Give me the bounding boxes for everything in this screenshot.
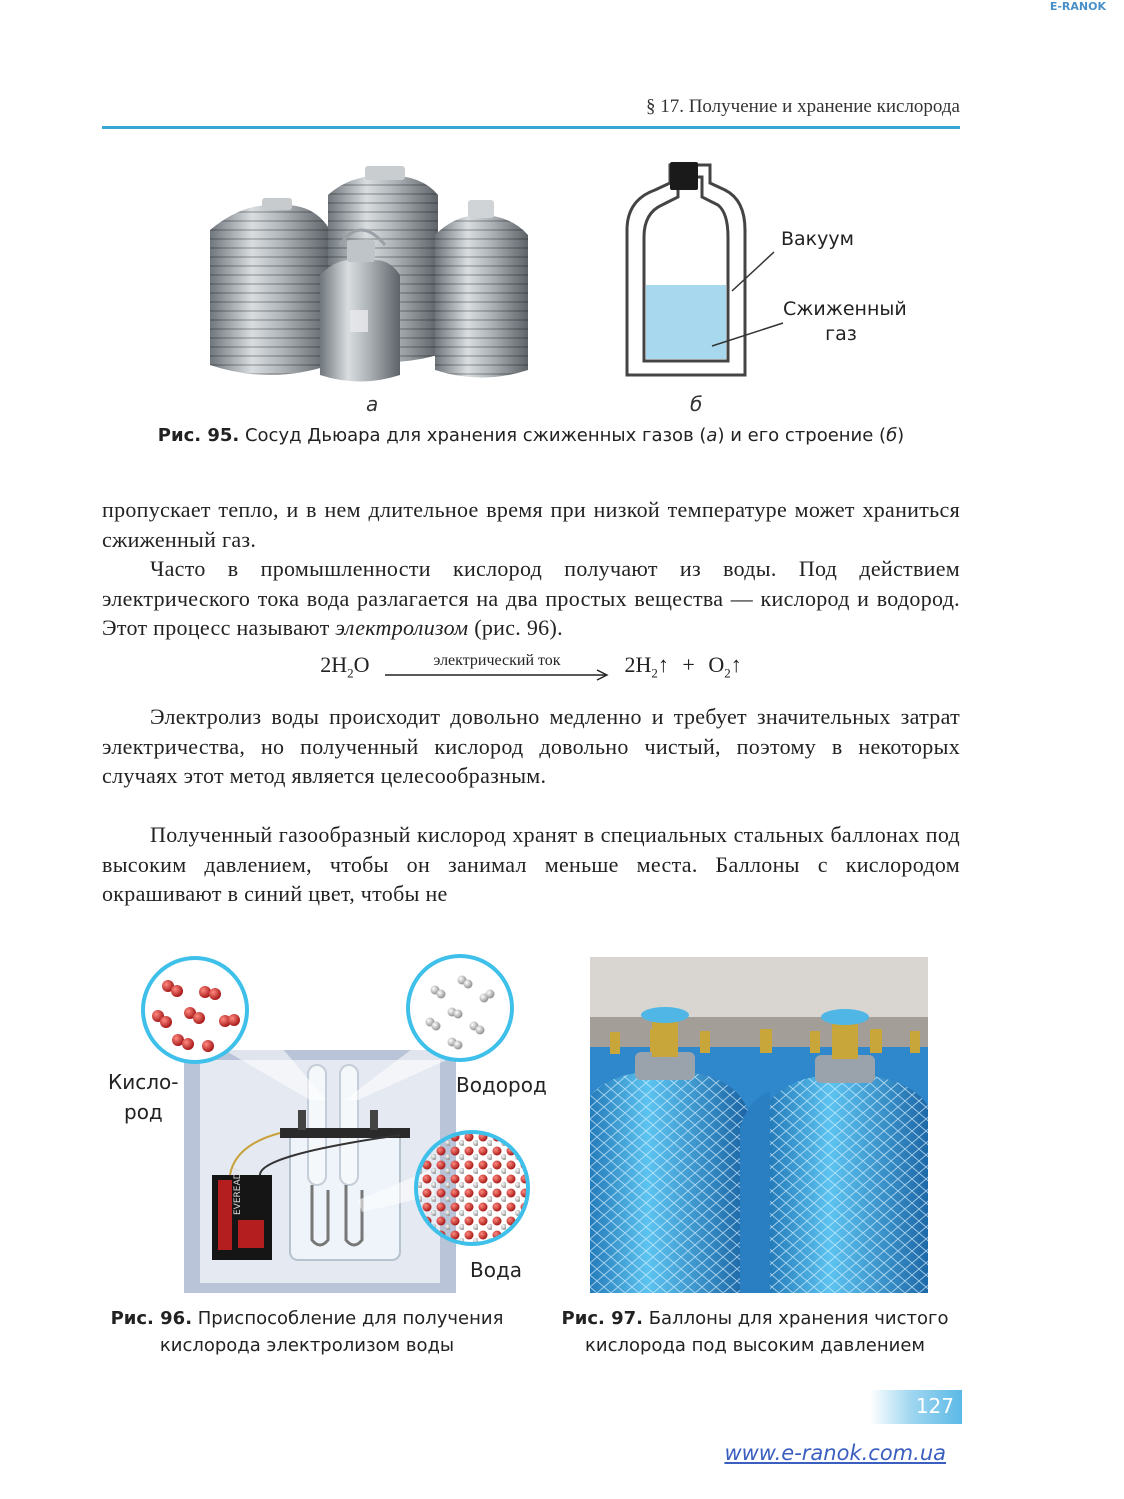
paragraph-2-end: (рис. 96).	[468, 615, 563, 640]
liquefied-gas-line1: Сжиженный	[783, 298, 907, 320]
fig95-caption-text: Сосуд Дьюара для хранения сжиженных газов (	[239, 425, 707, 446]
fig95-caption-number: Рис. 95.	[157, 425, 240, 446]
hydrogen-label: Водород	[456, 1073, 547, 1097]
eq-left: 2H	[320, 652, 348, 677]
eq-left-sub: 2	[347, 665, 354, 681]
paragraph-4	[102, 820, 960, 909]
paragraph-4-text: Полученный газообразный кислород хранят в специальных стальных баллонах под высоким давлением, чтобы он занимал меньше места. Баллоны с кислородом окрашивают в синий цвет, чтобы не	[102, 822, 960, 906]
eq-up-arrow-2: ↑	[730, 652, 742, 677]
eq-arrow-label: электрический ток	[433, 651, 561, 669]
eq-o-sub: 2	[724, 665, 731, 681]
paragraph-3-text: Электролиз воды происходит довольно медленно и требует значительных затрат электричества, но полученный кислород довольно чистый, поэтому в некоторых случаях этот метод является целесообразным.	[102, 704, 960, 788]
fig97-caption-line2: кислорода под высоким давлением	[585, 1335, 925, 1356]
eq-up-arrow-1: ↑	[657, 652, 669, 677]
eq-arrow	[383, 653, 611, 681]
page-number-box	[870, 1390, 962, 1424]
fig95-caption-end: )	[897, 425, 905, 446]
dewar-structure-diagram	[600, 155, 920, 395]
eq-o: O	[708, 652, 725, 677]
water-label: Вода	[470, 1258, 523, 1282]
publisher-logo: E-RANOK	[1049, 0, 1106, 13]
electrolysis-term: электролизом	[335, 615, 469, 640]
page-header: § 17. Получение и хранение кислорода	[645, 96, 960, 117]
paragraph-2-start: Часто в промышленности кислород получают из воды. Под действием электрического тока вода разлагается на два простых вещества — кислород и водород. Этот процесс называют	[102, 556, 960, 640]
fig96-caption-line1: Приспособление для получения	[192, 1308, 504, 1329]
battery-brand: EVEREADY	[233, 1167, 243, 1215]
fig95-caption-mid: ) и его строение (	[717, 425, 887, 446]
vacuum-label: Вакуум	[781, 228, 854, 250]
oxygen-label-line2: род	[124, 1100, 163, 1124]
fig95-caption-b: б	[886, 425, 898, 446]
figure-96-caption	[102, 1305, 512, 1359]
arrow-icon	[383, 669, 611, 681]
eq-plus: +	[682, 652, 695, 677]
eq-h-sub: 2	[651, 665, 658, 681]
paragraph-1: пропускает тепло, и в нем длительное время при низкой температуре может храниться сжиженный газ.	[102, 497, 960, 552]
oxygen-label	[108, 1067, 178, 1127]
liquefied-gas-line2: газ	[825, 323, 857, 345]
figure-95-caption	[102, 425, 960, 446]
oxygen-cylinders-photo	[590, 957, 928, 1293]
header-rule	[102, 126, 960, 129]
fig95-label-a: а	[366, 392, 379, 416]
figure-97-caption	[550, 1305, 960, 1359]
fig97-caption-number: Рис. 97.	[561, 1308, 643, 1329]
dewar-vessels-photo	[200, 160, 540, 390]
fig95-caption-a: а	[706, 425, 718, 446]
paragraph-2	[102, 554, 960, 643]
liquefied-gas-label	[783, 297, 907, 347]
page-number: 127	[915, 1394, 954, 1418]
eq-left-o: O	[353, 652, 370, 677]
website-link[interactable]: www.e-ranok.com.ua	[724, 1441, 946, 1465]
paragraph-3	[102, 702, 960, 791]
fig96-caption-line2: кислорода электролизом воды	[159, 1335, 455, 1356]
eq-h: 2H	[624, 652, 652, 677]
fig97-caption-line1: Баллоны для хранения чистого	[642, 1308, 949, 1329]
oxygen-label-line1: Кисло-	[108, 1070, 179, 1094]
electrolysis-equation	[102, 652, 960, 681]
fig96-caption-number: Рис. 96.	[110, 1308, 193, 1329]
fig95-label-b: б	[690, 392, 703, 416]
